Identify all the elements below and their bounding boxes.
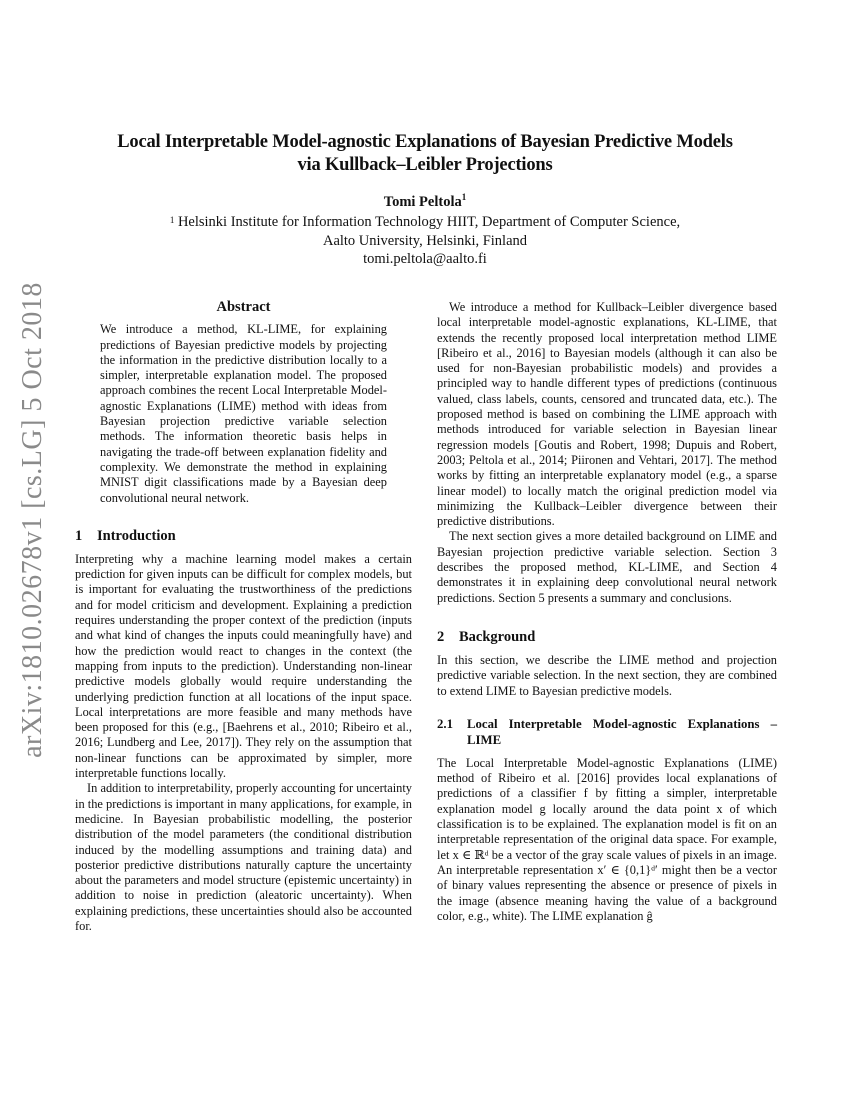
author (60, 194, 790, 211)
affiliation-mark: 1 (169, 215, 175, 225)
author-mark: 1 (461, 192, 467, 202)
section-number: 2 (437, 628, 445, 645)
abstract-text: We introduce a method, KL-LIME, for explaining predictions of Bayesian predictive models by projecting the information in the predictive distribution locally to a simpler, interpretable explanation model. The proposed approach combines the recent Local Interpretable Model-agnostic Explanations (LIME) method with ideas from Bayesian projection predictive variable selection methods. The information theoretic basis helps in navigating the trade-off between explanation fidelity and complexity. We demonstrate the method in explaining MNIST digit classifications made by a Bayesian deep convolutional neural network. (100, 322, 387, 505)
intro-paragraph-3: We introduce a method for Kullback–Leibler divergence based local interpretable model-agnostic explanations, KL-LIME, that extends the recently proposed local interpretation method LIME [Ribeiro et al., 2016] to Bayesian models (although it can also be used for non-Bayesian probabilistic models) and provides a principled way to handle different types of predictions (continuous valued, class labels, counts, censored and truncated data, etc.). The proposed method is based on combining the LIME approach with methods introduced for variable selection in Bayesian linear regression models [Goutis and Robert, 1998; Dupuis and Robert, 2003; Peltola et al., 2014; Piironen and Vehtari, 2017]. The method works by fitting an interpretable explanatory model (e.g., a sparse linear model) to locally match the original prediction model via minimizing the Kullback–Leibler divergence between their predictive distributions. (437, 300, 777, 529)
intro-paragraph-4: The next section gives a more detailed background on LIME and Bayesian projection predictive variable selection. Section 3 describes the proposed method, KL-LIME, and Section 4 demonstrates it in explaining deep convolutional neural network predictions. Section 5 presents a summary and conclusions. (437, 529, 777, 605)
affiliation-line-1: $^1$ Helsinki Institute for Information Technology HIIT, Department of Computer Science, (169, 214, 681, 230)
intro-paragraph-2: In addition to interpretability, properly accounting for uncertainty in the predictions is important in many applications, for example, in medicine. In Bayesian probabilistic modelling, the posterior distribution of the model parameters (the conditional distribution induced by the modelling assumptions and training data) and posterior predictive distributions naturally capture the uncertainty about the parameters and model structure (epistemic uncertainty) in addition to noise in prediction (aleatoric uncertainty). When explaining predictions, these uncertainties should also be accounted for. (75, 781, 412, 933)
arxiv-identifier: arXiv:1810.02678v1 [cs.LG] 5 Oct 2018 (17, 282, 48, 758)
author-email[interactable]: tomi.peltola@aalto.fi (363, 251, 487, 267)
affiliation-line-2: Aalto University, Helsinki, Finland (322, 232, 528, 249)
paper-title (60, 131, 790, 177)
section-title: Introduction (97, 527, 176, 544)
title-line-1: Local Interpretable Model-agnostic Explanations of Bayesian Predictive Models (117, 132, 733, 152)
right-column (437, 300, 777, 924)
section-heading-background (437, 628, 777, 646)
subsection-title: Local Interpretable Model-agnostic Explanations – LIME (467, 716, 777, 747)
title-line-2: via Kullback–Leibler Projections (297, 155, 553, 175)
subsection-heading-lime (437, 716, 777, 748)
intro-paragraph-1: Interpreting why a machine learning model makes a certain prediction for given inputs can be difficult for complex models, but is important for evaluating the trustworthiness of the predictions and for model criticism and development. Explaining a prediction requires understanding the proper context of the prediction (inputs and what kind of changes the inputs could meaningfully have) and how the prediction would react to changes in the context (the mapping from inputs to the prediction). Understanding non-linear predictive models globally would require understanding the underlying prediction function at all locations of the input space. Local interpretations are more feasible and many methods have been proposed for this (e.g., [Baehrens et al., 2010; Ribeiro et al., 2016; Lundberg and Lee, 2017]). They rely on the assumption that non-linear functions can be approximated by simpler, more interpretable functions locally. (75, 551, 412, 781)
subsection-number: 2.1 (437, 716, 453, 731)
author-name: Tomi Peltola (383, 194, 462, 210)
section-number: 1 (75, 527, 83, 544)
left-column (75, 300, 412, 934)
arxiv-stamp (8, 282, 58, 758)
section-heading-introduction (75, 527, 412, 545)
abstract-heading: Abstract (216, 299, 271, 315)
affiliation (60, 213, 790, 269)
section-title: Background (459, 628, 536, 645)
lime-paragraph-1: The Local Interpretable Model-agnostic Explanations (LIME) method of Ribeiro et al. [2016] provides local explanations of predictions of a classifier f by fitting a simpler, interpretable explanation model g locally around the data point x of which classification is to be explained. The explanation model is fit on an interpretable representation of the original data space. For example, let x ∈ ℝᵈ be a vector of the gray scale values of pixels in an image. An interpretable representation x′ ∈ {0,1}ᵈ′ might then be a vector of binary values representing the absence or presence of pixels in the image (absence meaning having the value of a background color, e.g., white). The LIME explanation ĝ (437, 755, 777, 923)
background-paragraph-1: In this section, we describe the LIME method and projection predictive variable selection. In the next section, they are combined to extend LIME to Bayesian predictive models. (437, 652, 777, 698)
